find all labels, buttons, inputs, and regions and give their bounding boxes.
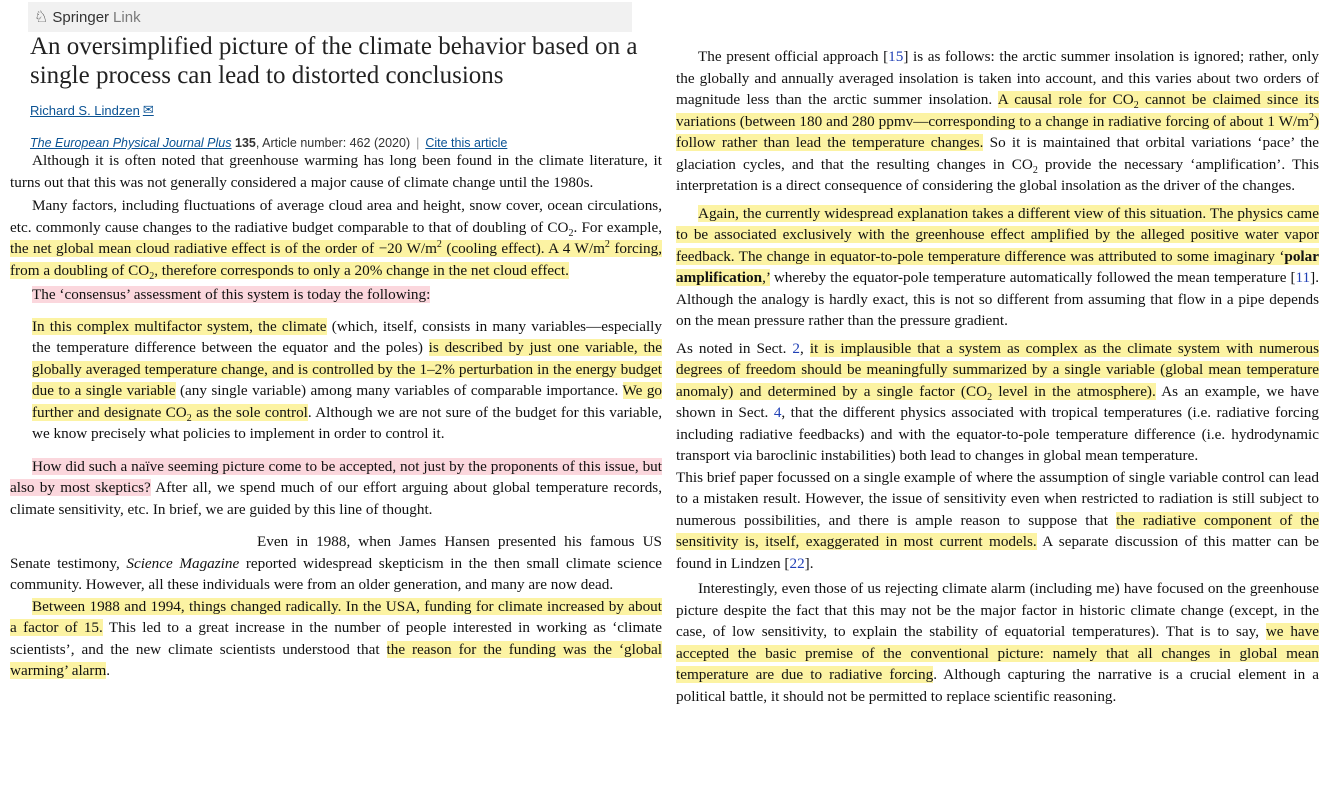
- text: . Although capturing the narrative is a crucial element in a political battle, it should not be permitted to replace scientific reasoning.: [676, 666, 1319, 705]
- text: Although it is often noted that greenhouse warming has long been found in the climate literature, it turns out that this was not generally considered a major cause of climate change until the 1980s.: [10, 152, 662, 191]
- envelope-icon[interactable]: ✉: [142, 102, 154, 117]
- paragraph: [10, 456, 662, 521]
- text: This brief paper focussed on a single example of where the assumption of single variable control can lead to a mistaken result. However, the issue of sensitivity even when restricted to radiation is still subject to numerous possibilities, and there is ample reason to suppose that: [676, 468, 1319, 529]
- text: .: [106, 662, 111, 679]
- text: , therefore corresponds to only a 20% change in the net cloud effect.: [154, 261, 569, 279]
- article-header: [28, 2, 638, 152]
- text: ) follow rather than lead the temperature changes.: [676, 112, 1319, 151]
- text: A separate discussion of this matter can be found in Lindzen [: [676, 533, 1319, 572]
- text: As noted in Sect.: [676, 339, 793, 357]
- text: level in the atmosphere).: [992, 382, 1156, 400]
- highlight-text: the reason for the funding was the ‘global warming’ alarm: [10, 640, 662, 679]
- right-column: [676, 46, 1319, 707]
- superscript: 2: [1308, 111, 1314, 123]
- paragraph: [676, 46, 1319, 197]
- text: ].: [804, 554, 814, 572]
- springer-horse-icon: ♘: [34, 9, 49, 26]
- article-title: An oversimplified picture of the climate behavior based on a single process can lead to distorted conclusions: [30, 33, 638, 89]
- superscript: 2: [604, 238, 610, 250]
- paragraph: [10, 596, 662, 682]
- section-link[interactable]: 4: [773, 404, 782, 421]
- highlight-text: the radiative component of the sensitivity is, itself, exaggerated in most current models.: [676, 511, 1319, 550]
- journal-name-link[interactable]: The European Physical Journal Plus: [30, 136, 232, 150]
- text: provide the necessary ‘amplification’. This interpretation is a direct consequence of considering the global insolation as the driver of the changes.: [676, 155, 1319, 194]
- text: (any single variable) among many variables of comparable importance.: [175, 382, 623, 399]
- text: . Although we are not sure of the budget for this variable, we know precisely what policies to implement in order to control it.: [32, 403, 662, 442]
- reference-link[interactable]: 22: [789, 554, 805, 572]
- highlight-text: Between 1988 and 1994, things changed radically. In the USA, funding for climate increased by about a factor of 15.: [10, 597, 662, 636]
- paragraph: [10, 150, 662, 193]
- text: (which, itself, consists in many variables—especially the temperature difference between the equator and the poles): [32, 317, 662, 356]
- springer-logo-bar: [28, 2, 632, 32]
- springer-link-logo[interactable]: [34, 7, 141, 27]
- text: Interestingly, even those of us rejecting climate alarm (including me) have focused on the greenhouse picture despite the fact that this may not be the major factor in historic climate change (except, in the case, of low sensitivity, to explain the stability of equatorial temperatures). That is to say,: [676, 580, 1319, 640]
- text: Again, the currently widespread explanation takes a different view of this situation. The physics came to be associated exclusively with the greenhouse effect amplified by the alleged positive water vapor feedback. The change in equator-to-pole temperature difference was attributed to some imaginary ‘: [676, 204, 1319, 265]
- section-link[interactable]: 2: [792, 339, 801, 357]
- left-column: [10, 150, 662, 682]
- volume-number: 135: [235, 136, 256, 150]
- text: We go further and designate CO: [32, 382, 663, 421]
- quote-paragraph: [10, 316, 662, 445]
- subscript: 2: [987, 391, 993, 403]
- reference-link[interactable]: 15: [888, 48, 904, 65]
- text: as the sole control: [191, 403, 308, 421]
- text: ] is as follows: the arctic summer insolation is ignored; rather, only the globally and annually averaged insolation is taken into account, and this varies about two orders of magnitude less than the arctic summer insolation.: [676, 48, 1319, 108]
- text: As an example, we have shown in Sect.: [676, 382, 1320, 421]
- logo-link: Link: [113, 8, 141, 26]
- highlight-text: is described by just one variable, the globally averaged temperature change, and is controlled by the 1–2% perturbation in the energy budget due to a single variable: [32, 339, 662, 399]
- paragraph: [10, 531, 662, 596]
- highlight-text: How did such a naïve seeming picture come to be accepted, not just by the proponents of this issue, but also by most skeptics?: [10, 457, 662, 496]
- superscript: 2: [436, 238, 442, 250]
- subscript: 2: [1032, 164, 1038, 176]
- author-name: Richard S. Lindzen: [30, 102, 140, 118]
- text: So it is maintained that orbital variations ‘pace’ the glaciation cycles, and that the resulting changes in CO: [676, 134, 1319, 173]
- text: the net global mean cloud radiative effect is of the order of −20 W/m: [10, 240, 437, 257]
- text: . For example,: [573, 218, 662, 236]
- text: The present official approach [: [698, 48, 889, 65]
- paragraph: [676, 578, 1319, 707]
- text: reported widespread skepticism in the then small climate science community. However, all these individuals were from an older generation, and many are now dead.: [10, 554, 662, 593]
- text: This led to a great increase in the number of people interested in working as ‘climate scientists’, and the new climate scientists understood that: [10, 619, 663, 658]
- separator: |: [416, 136, 420, 150]
- logo-brand: Springer: [52, 8, 110, 26]
- text: (cooling effect). A 4 W/m: [441, 240, 605, 257]
- text: ,’: [762, 269, 770, 286]
- journal-line: [30, 136, 507, 150]
- text: ,: [800, 339, 810, 357]
- paragraph: [676, 467, 1319, 575]
- highlight-text: The ‘consensus’ assessment of this system is today the following:: [32, 286, 431, 303]
- text: A causal role for CO: [997, 91, 1134, 108]
- highlight-text: In this complex multifactor system, the climate: [32, 317, 327, 335]
- paragraph: [10, 195, 662, 281]
- subscript: 2: [568, 227, 574, 239]
- paragraph: [676, 338, 1319, 467]
- text: forcing, from a doubling of CO: [10, 240, 662, 279]
- text: whereby the equator-pole temperature automatically followed the mean temperature [: [769, 269, 1296, 286]
- text: Many factors, including fluctuations of average cloud area and height, snow cover, ocean circulations, etc. commonly cause changes to the radiative budget comparable to that of doubling of CO: [10, 197, 662, 236]
- highlight-text: we have accepted the basic premise of the conventional picture: namely that all changes in global mean temperature are due to radiative forcing: [676, 623, 1319, 683]
- paragraph: [10, 284, 662, 306]
- text: it is implausible that a system as complex as the climate system with numerous degrees of freedom should be meaningfully summarized by a single variable (global mean temperature anomaly) and determined by a single factor (CO: [676, 339, 1320, 400]
- text: Science Magazine: [126, 554, 240, 572]
- cite-article-link[interactable]: Cite this article: [425, 136, 508, 150]
- highlight: [10, 238, 662, 282]
- article-info: , Article number: 462 (2020): [255, 136, 411, 150]
- text: After all, we spend much of our effort arguing about global temperature records, climate sensitivity, etc. In brief, we are guided by this line of thought.: [10, 479, 663, 518]
- reference-link[interactable]: 11: [1295, 269, 1311, 286]
- subscript: 2: [1133, 100, 1139, 112]
- text: , that the different physics associated with tropical temperatures (i.e. radiative forcing including radiative feedbacks) and with the equator-to-pole temperature difference (i.e. hydrodynamic transport via baroclinic instabilities) both lead to changes in global mean temperature.: [676, 404, 1319, 464]
- paragraph: [676, 203, 1319, 332]
- subscript: 2: [186, 412, 192, 424]
- text: ]. Although the analogy is hardly exact, this is not so different from assuming that flow in a pipe depends on the mean pressure rather than the pressure gradient.: [676, 269, 1319, 329]
- text: Even in 1988, when James Hansen presented his famous US Senate testimony,: [10, 533, 662, 572]
- author-link[interactable]: [30, 102, 154, 118]
- subscript: 2: [149, 270, 155, 282]
- text: cannot be claimed since its variations (between 180 and 280 ppmv—corresponding to a change in radiative forcing of about 1 W/m: [676, 91, 1319, 130]
- bold-text: polar amplification: [676, 247, 1319, 286]
